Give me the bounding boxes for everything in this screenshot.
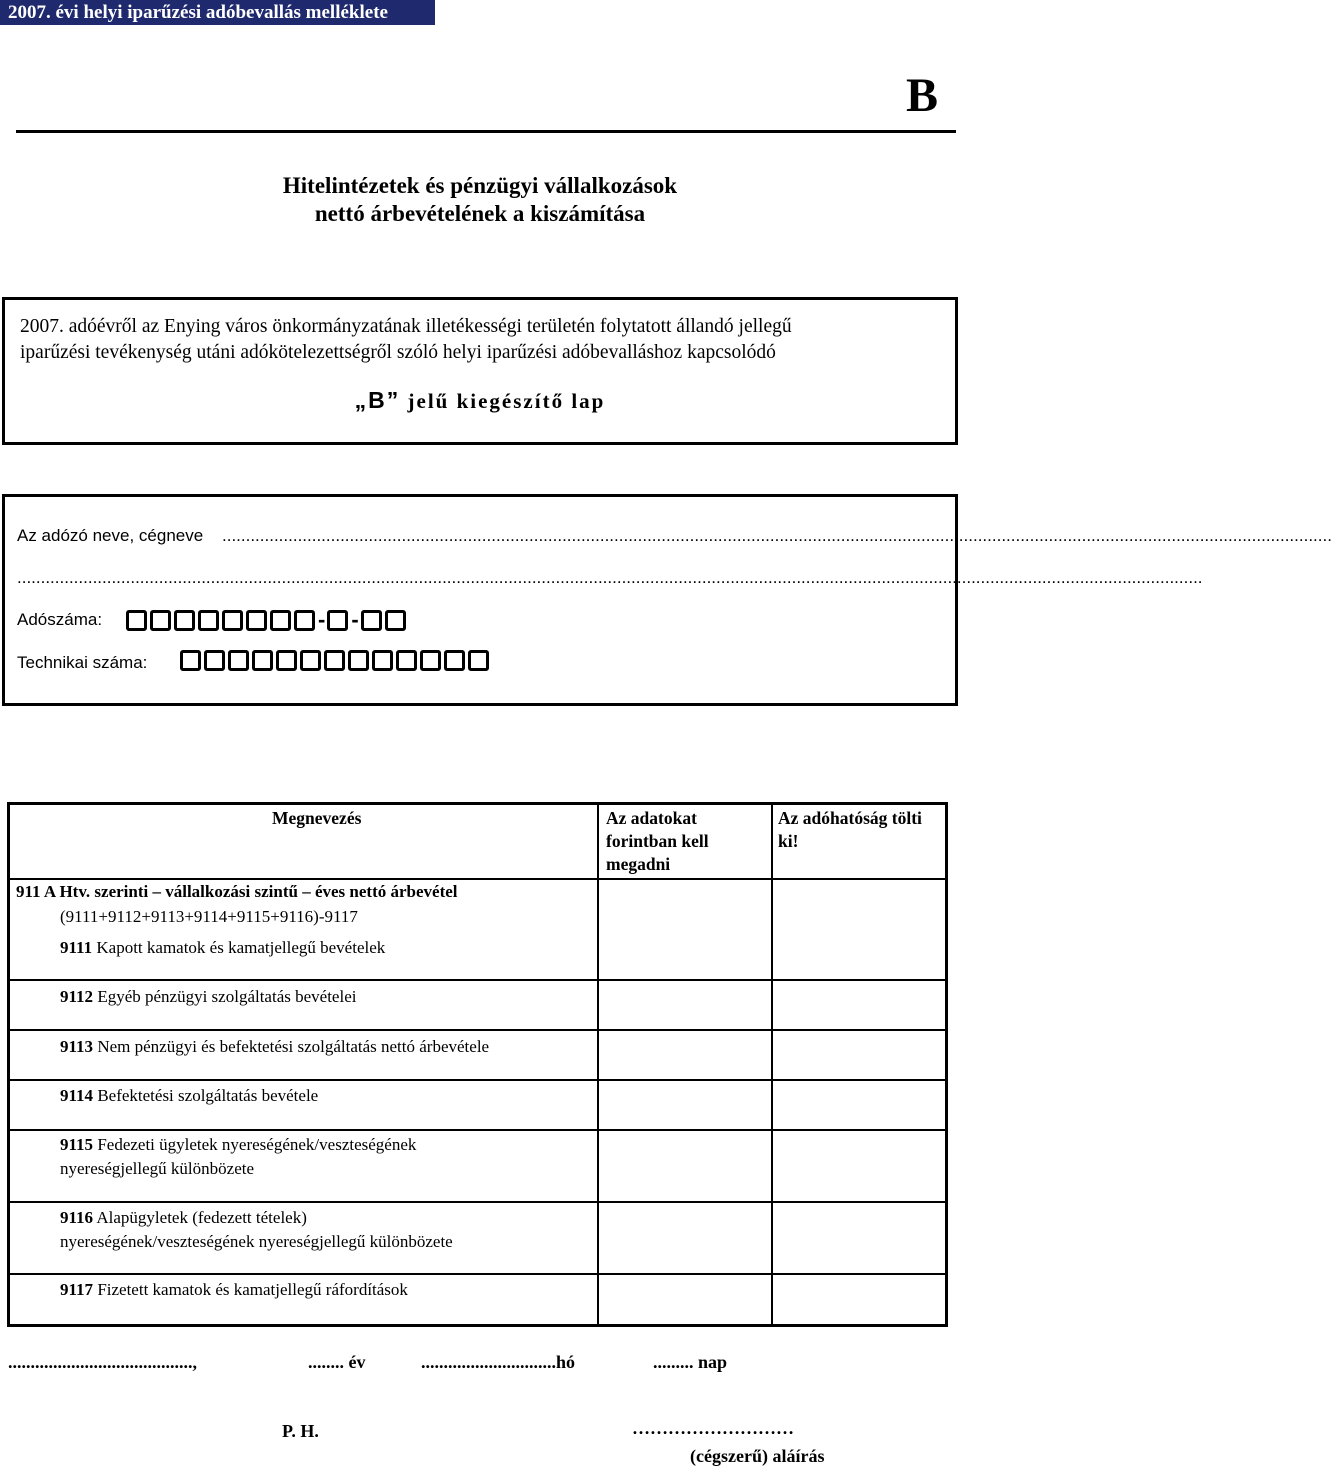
table-row: 9114 Befektetési szolgáltatás bevétele <box>60 1086 319 1105</box>
table-row: 9116 Alapügyletek (fedezett tételek) nyereségének/veszteségének nyereségjellegű különbözete <box>60 1208 453 1251</box>
amount-cell-9116[interactable] <box>599 1203 771 1273</box>
title-line-1: Hitelintézetek és pénzügyi vállalkozások <box>282 173 678 198</box>
table-row: 9112 Egyéb pénzügyi szolgáltatás bevételei <box>60 987 357 1006</box>
table-row-sep <box>7 1079 948 1081</box>
row-911-title: 911 A Htv. szerinti – vállalkozási szintű – éves nettó árbevétel <box>16 882 458 901</box>
col-header-name: Megnevezés <box>272 808 362 828</box>
table-row: 9117 Fizetett kamatok és kamatjellegű ráfordítások <box>60 1280 408 1299</box>
table-row-sep <box>7 1201 948 1203</box>
table-row: 9113 Nem pénzügyi és befektetési szolgáltatás nettó árbevétele <box>60 1037 490 1056</box>
table-row-sep <box>7 1273 948 1275</box>
table-col-sep-2 <box>771 802 773 1327</box>
technical-number-label: Technikai száma: <box>17 653 148 672</box>
top-rule <box>16 130 956 133</box>
place-field[interactable]: ........................................., <box>8 1352 197 1372</box>
amount-cell-9114[interactable] <box>599 1081 771 1129</box>
table-border-bottom <box>7 1324 948 1327</box>
intro-text <box>20 314 950 366</box>
title-line-2: nettó árbevételének a kiszámítása <box>314 201 646 226</box>
supplement-text: jelű kiegészítő lap <box>407 389 606 413</box>
technical-number-field[interactable] <box>180 650 492 671</box>
signature-label: (cégszerű) aláírás <box>690 1446 825 1466</box>
header-band: 2007. évi helyi iparűzési adóbevallás melléklete <box>0 0 435 25</box>
year-field[interactable]: ........ év <box>308 1352 366 1372</box>
table-border-top <box>7 802 948 805</box>
col-header-authority: Az adóhatóság tölti ki! <box>778 808 922 851</box>
name-field-line-2[interactable]: ........................................................................................................................................................................................................................................................... <box>17 568 1203 587</box>
row-911-formula: (9111+9112+9113+9114+9115+9116)-9117 <box>60 907 358 926</box>
date-line <box>8 1352 768 1376</box>
table-row: 9111 Kapott kamatok és kamatjellegű bevételek <box>60 938 386 957</box>
name-label: Az adózó neve, cégneve <box>17 526 204 545</box>
supplement-letter: „B” <box>354 387 401 413</box>
table-row-sep <box>7 1129 948 1131</box>
month-field[interactable]: ..............................hó <box>421 1352 576 1372</box>
name-field[interactable]: ........................................................................................................................................................................................................................................... <box>222 526 1332 545</box>
form-letter: B <box>906 69 939 122</box>
table-row-sep <box>7 1029 948 1031</box>
tax-number-label: Adószáma: <box>17 610 103 629</box>
tax-number-field[interactable]: - - <box>126 607 409 633</box>
table-row-sep <box>7 979 948 981</box>
col-header-amount: Az adatokat forintban kell megadni <box>606 808 709 874</box>
intro-line-1: 2007. adóévről az Enying város önkormányzatának illetékességi területén folytatott állandó jellegű <box>20 316 792 337</box>
amount-cell-9117[interactable] <box>599 1275 771 1324</box>
supplement-title <box>0 387 960 414</box>
page-title <box>0 172 960 228</box>
amount-cell-9112[interactable] <box>599 981 771 1029</box>
table-row: 9115 Fedezeti ügyletek nyereségének/veszteségének nyereségjellegű különbözete <box>60 1135 417 1178</box>
amount-cell-9113[interactable] <box>599 1031 771 1079</box>
table-border-right <box>945 802 948 1327</box>
amount-cell-911[interactable] <box>599 880 771 979</box>
table-border-left <box>7 802 10 1327</box>
day-field[interactable]: ......... nap <box>653 1352 728 1372</box>
intro-line-2: iparűzési tevékenység utáni adókötelezettségről szóló helyi iparűzési adóbevalláshoz kapcsolódó <box>20 342 776 363</box>
signature-field[interactable]: ……………………… <box>632 1418 794 1438</box>
stamp-label: P. H. <box>282 1421 319 1441</box>
amount-cell-9115[interactable] <box>599 1131 771 1201</box>
